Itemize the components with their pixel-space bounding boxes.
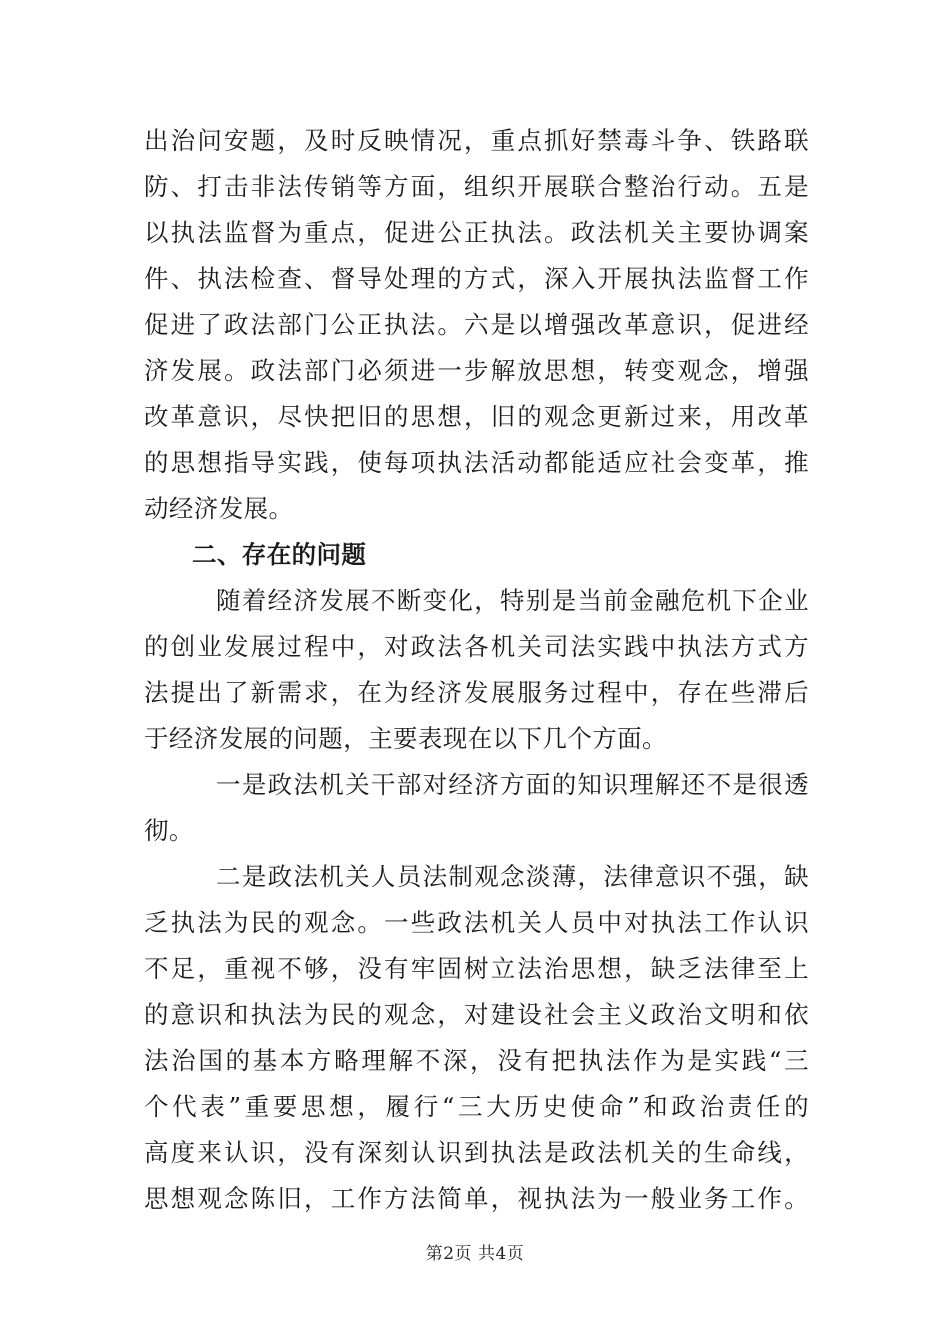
text-line: 防、打击非法传销等方面，组织开展联合整治行动。五是 xyxy=(144,172,809,201)
text-line: 动经济发展。 xyxy=(144,494,294,523)
section-heading: 二、存在的问题 xyxy=(192,540,367,569)
paragraph-first-line: 随着经济发展不断变化，特别是当前金融危机下企业 xyxy=(216,586,809,615)
text-line: 以执法监督为重点，促进公正执法。政法机关主要协调案 xyxy=(144,218,809,247)
paragraph-first-line: 一是政法机关干部对经济方面的知识理解还不是很透 xyxy=(216,770,809,799)
text-line: 乏执法为民的观念。一些政法机关人员中对执法工作认识 xyxy=(144,908,809,937)
text-line: 件、执法检查、督导处理的方式，深入开展执法监督工作 xyxy=(144,264,809,293)
text-line: 促进了政法部门公正执法。六是以增强改革意识，促进经 xyxy=(144,310,809,339)
text-line: 个代表”重要思想，履行“三大历史使命”和政治责任的 xyxy=(144,1092,809,1121)
text-line: 改革意识，尽快把旧的思想，旧的观念更新过来，用改革 xyxy=(144,402,809,431)
text-line: 法提出了新需求，在为经济发展服务过程中，存在些滞后 xyxy=(144,678,809,707)
text-line: 的思想指导实践，使每项执法活动都能适应社会变革，推 xyxy=(144,448,809,477)
text-line: 的意识和执法为民的观念，对建设社会主义政治文明和依 xyxy=(144,1000,809,1029)
text-line: 出治问安题，及时反映情况，重点抓好禁毒斗争、铁路联 xyxy=(144,126,809,155)
text-line: 不足，重视不够，没有牢固树立法治思想，缺乏法律至上 xyxy=(144,954,809,983)
text-line: 高度来认识，没有深刻认识到执法是政法机关的生命线， xyxy=(144,1138,809,1167)
text-line: 济发展。政法部门必须进一步解放思想，转变观念，增强 xyxy=(144,356,809,385)
text-line: 的创业发展过程中，对政法各机关司法实践中执法方式方 xyxy=(144,632,809,661)
document-body xyxy=(144,118,809,1222)
text-line: 于经济发展的问题，主要表现在以下几个方面。 xyxy=(144,724,667,753)
text-line: 法治国的基本方略理解不深，没有把执法作为是实践“三 xyxy=(144,1046,809,1075)
text-line: 思想观念陈旧，工作方法简单，视执法为一般业务工作。 xyxy=(144,1184,809,1213)
paragraph-first-line: 二是政法机关人员法制观念淡薄，法律意识不强，缺 xyxy=(216,862,809,891)
page-number-footer: 第2页 共4页 xyxy=(425,1244,525,1264)
text-line: 彻。 xyxy=(144,816,194,845)
